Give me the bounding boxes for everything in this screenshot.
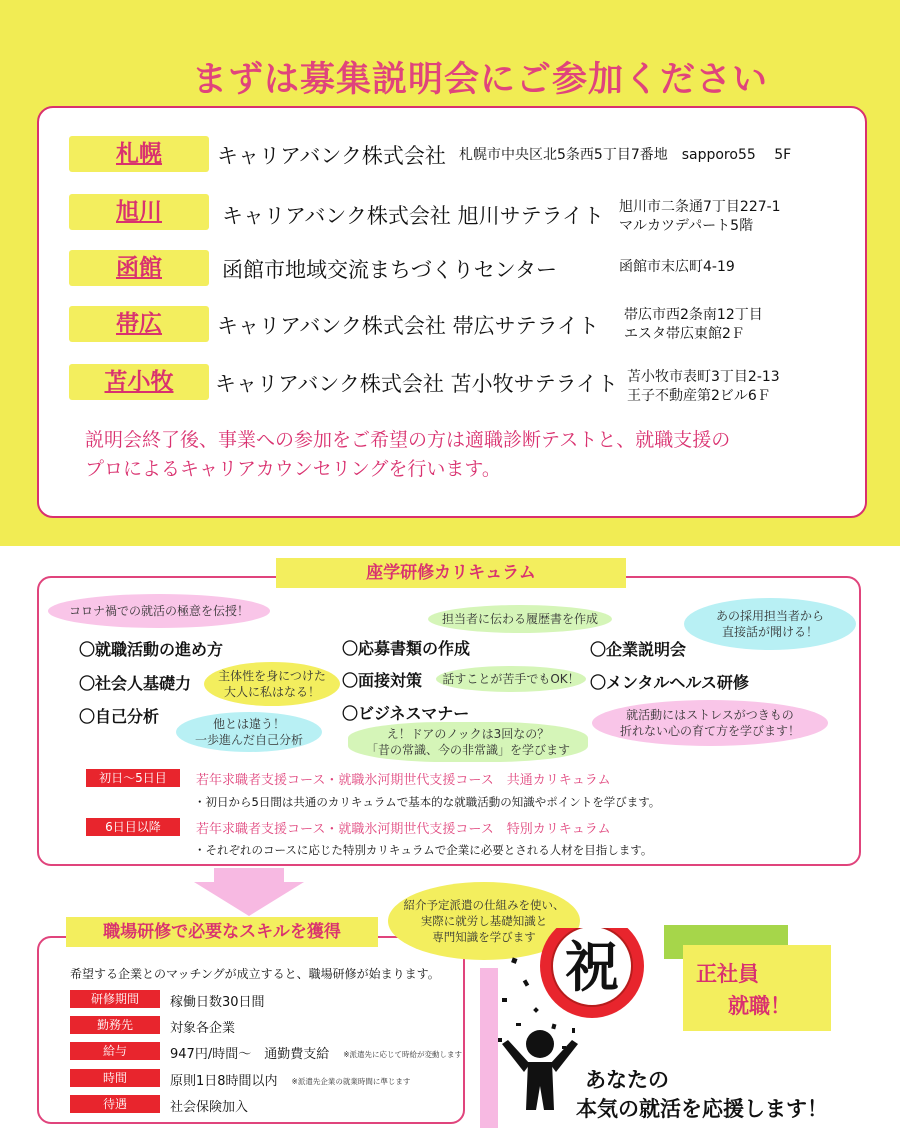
bubble-stress: 就活動にはストレスがつきもの 折れない心の育て方を学びます！	[592, 700, 828, 746]
course-description: ・それぞれのコースに応じた特別カリキュラムで企業に必要とされる人材を目指します。	[194, 843, 653, 857]
venue-row-sapporo	[39, 136, 865, 176]
venue-name: キャリアバンク株式会社	[217, 144, 446, 168]
city-tag: 帯広	[69, 306, 209, 342]
bubble-recruiter: あの採用担当者から 直接話が聞ける！	[684, 598, 856, 650]
course-line: 若年求職者支援コース・就職氷河期世代支援コース 共通カリキュラム	[196, 773, 611, 788]
job-note: ※派遣先に応じて時給が変動します	[343, 1050, 462, 1059]
job-label: 研修期間	[70, 990, 160, 1008]
venue-row-tomakomai	[39, 364, 865, 404]
city-tag: 函館	[69, 250, 209, 286]
job-value: 原則1日8時間以内 ※派遣先企業の就業時間に準じます	[170, 1074, 411, 1089]
city-tag: 旭川	[69, 194, 209, 230]
curriculum-item: 〇企業説明会	[590, 640, 687, 659]
job-value: 稼働日数30日間	[170, 995, 265, 1010]
venue-row-asahikawa	[39, 194, 865, 234]
course-period-tag: 6日目以降	[86, 818, 180, 836]
venue-row-obihiro	[39, 306, 865, 346]
job-row	[70, 1095, 460, 1115]
cheer-text: あなたの	[585, 1068, 669, 1092]
city-tag: 札幌	[69, 136, 209, 172]
course-description: ・初日から5日間は共通のカリキュラムで基本的な就職活動の知識やポイントを学びます。	[194, 795, 661, 809]
curriculum-item: 〇社会人基礎力	[79, 674, 192, 693]
seal-character: 祝	[565, 936, 619, 999]
bubble-dispatch: 紹介予定派遣の仕組みを使い、 実際に就労し基礎知識と 専門知識を学びます	[388, 882, 580, 960]
bubble-covid: コロナ禍での就活の極意を伝授！	[48, 594, 270, 628]
venue-address: 函館市末広町4-19	[619, 259, 735, 275]
venue-row-hakodate	[39, 250, 865, 290]
venue-name: 函館市地域交流まちづくりセンター	[222, 258, 557, 282]
job-note: ※派遣先企業の就業時間に準じます	[291, 1077, 411, 1086]
curriculum-item: 〇ビジネスマナー	[342, 704, 470, 723]
venue-address: 札幌市中央区北5条西5丁目7番地 sapporo55 5F	[459, 147, 792, 163]
down-arrow-icon	[194, 868, 304, 916]
curriculum-item: 〇自己分析	[79, 707, 160, 726]
venue-name: キャリアバンク株式会社 帯広サテライト	[217, 314, 599, 338]
job-label: 給与	[70, 1042, 160, 1060]
bubble-self-analysis: 他とは違う！ 一歩進んだ自己分析	[176, 712, 322, 752]
job-label: 時間	[70, 1069, 160, 1087]
job-label: 待遇	[70, 1095, 160, 1113]
venue-name: キャリアバンク株式会社 旭川サテライト	[222, 204, 604, 228]
job-training-intro: 希望する企業とのマッチングが成立すると、職場研修が始まります。	[70, 967, 440, 981]
job-value: 対象各企業	[170, 1021, 236, 1036]
job-row	[70, 990, 460, 1010]
city-tag: 苫小牧	[69, 364, 209, 400]
job-row	[70, 1042, 460, 1062]
job-value: 社会保険加入	[170, 1100, 249, 1115]
job-training-title: 職場研修で必要なスキルを獲得	[66, 917, 378, 947]
curriculum-item: 〇面接対策	[342, 671, 423, 690]
employment-text: 就職！	[728, 994, 791, 1018]
curriculum-item: 〇応募書類の作成	[342, 639, 471, 658]
curriculum-title: 座学研修カリキュラム	[276, 558, 626, 588]
bubble-resume: 担当者に伝わる履歴書を作成	[428, 605, 612, 633]
venue-address: 帯広市西2条南12丁目 エスタ帯広東館2Ｆ	[624, 307, 763, 342]
main-title: まずは募集説明会にご参加ください	[191, 60, 768, 100]
job-row	[70, 1016, 460, 1036]
venue-name: キャリアバンク株式会社 苫小牧サテライト	[215, 372, 618, 396]
bubble-door-knock: え！ドアのノックは3回なの？ 「昔の常識、今の非常識」を学びます	[348, 722, 588, 762]
job-row	[70, 1069, 460, 1089]
curriculum-item: 〇就職活動の進め方	[79, 640, 224, 659]
venue-note: 説明会終了後、事業への参加をご希望の方は適職診断テストと、就職支援の プロによるキャリアカウンセリングを行います。	[85, 429, 731, 480]
bubble-talk: 話すことが苦手でもOK！	[436, 666, 586, 692]
job-value: 947円/時間〜 通勤費支給 ※派遣先に応じて時給が変動します	[170, 1047, 462, 1062]
course-line: 若年求職者支援コース・就職氷河期世代支援コース 特別カリキュラム	[196, 822, 611, 837]
employment-text: 正社員	[696, 962, 759, 986]
venue-address: 苫小牧市表町3丁目2-13 王子不動産第2ビル6Ｆ	[627, 369, 780, 404]
venue-list-box	[37, 106, 867, 518]
job-label: 勤務先	[70, 1016, 160, 1034]
course-period-tag: 初日〜5日目	[86, 769, 180, 787]
bubble-adult: 主体性を身につけた 大人に私はなる！	[204, 662, 340, 706]
curriculum-item: 〇メンタルヘルス研修	[590, 673, 749, 692]
venue-address: 旭川市二条通7丁目227-1 マルカツデパート5階	[619, 199, 781, 234]
cheer-text: 本気の就活を応援します！	[576, 1097, 828, 1121]
